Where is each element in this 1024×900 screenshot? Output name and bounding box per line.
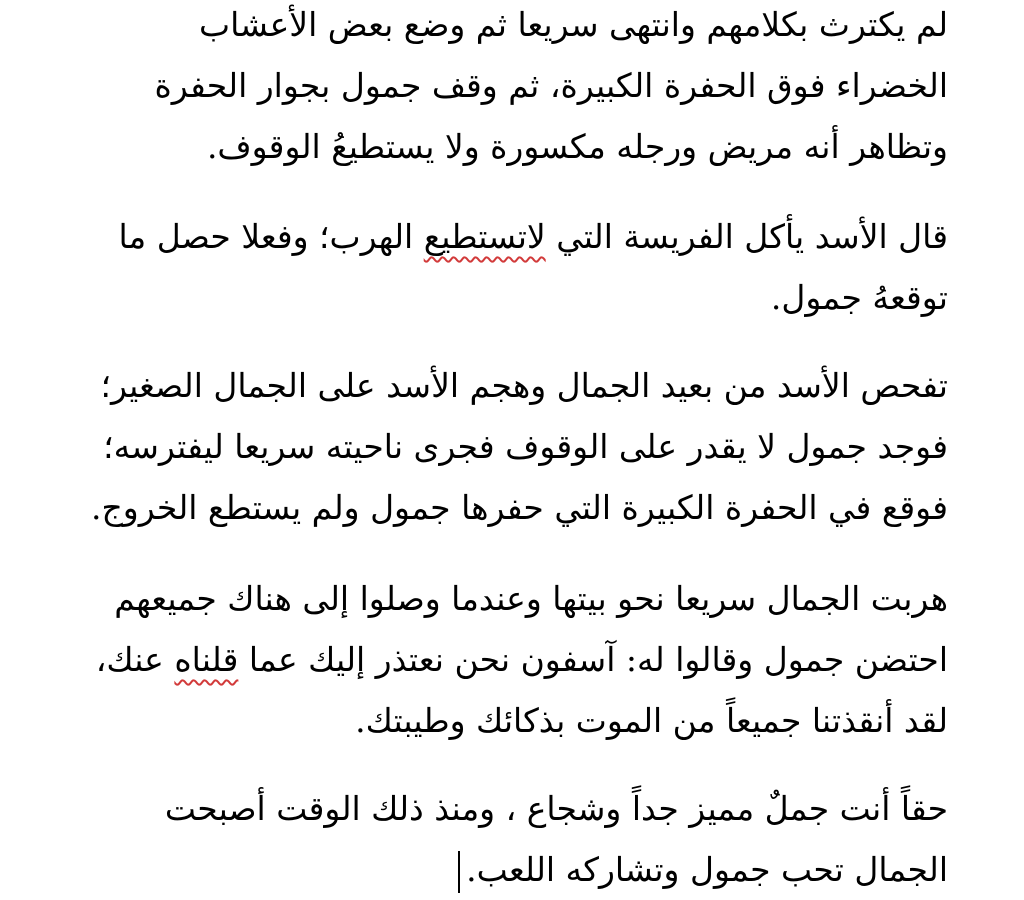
paragraph-2-line-1-text-before: قال الأسد يأكل الفريسة التي	[545, 217, 948, 256]
paragraph-3	[48, 355, 948, 538]
spellcheck-flagged-word[interactable]: قلناه	[174, 640, 239, 679]
paragraph-2-line-2: توقعهُ جمول.	[770, 278, 948, 317]
spellcheck-flagged-word[interactable]: لاتستطيع	[423, 217, 546, 256]
paragraph-2	[48, 206, 948, 328]
paragraph-3-line-1: تفحص الأسد من بعيد الجمال وهجم الأسد على الجمال الصغير؛	[100, 366, 948, 405]
document-page[interactable]	[48, 0, 948, 891]
paragraph-5-line-2-text: الجمال تحب جمول وتشاركه اللعب.	[466, 850, 948, 889]
paragraph-2-line-1-text-after: الهرب؛ وفعلا حصل ما	[118, 217, 424, 256]
paragraph-5-line-1: حقاً أنت جملٌ مميز جداً وشجاع ، ومنذ ذلك الوقت أصبحت	[164, 789, 948, 828]
paragraph-3-line-3: فوقع في الحفرة الكبيرة التي حفرها جمول ولم يستطع الخروج.	[90, 488, 948, 527]
paragraph-1-line-3: وتظاهر أنه مريض ورجله مكسورة ولا يستطيعُ الوقوف.	[206, 127, 948, 166]
paragraph-4-line-2-text-before: احتضن جمول وقالوا له: آسفون نحن نعتذر إليك عما	[238, 640, 948, 679]
paragraph-4-line-1: هربت الجمال سريعا نحو بيتها وعندما وصلوا إلى هناك جميعهم	[114, 579, 948, 618]
paragraph-4-line-2-text-after: عنك،	[95, 640, 175, 679]
paragraph-3-line-2: فوجد جمول لا يقدر على الوقوف فجرى ناحيته سريعا ليفترسه؛	[103, 427, 948, 466]
paragraph-2-line-1	[48, 206, 948, 267]
paragraph-1-line-1: لم يكترث بكلامهم وانتهى سريعا ثم وضع بعض الأعشاب	[199, 5, 948, 44]
paragraph-5	[48, 778, 948, 900]
paragraph-4-line-3: لقد أنقذتنا جميعاً من الموت بذكائك وطيبتك.	[355, 701, 948, 740]
paragraph-1-line-2: الخضراء فوق الحفرة الكبيرة، ثم وقف جمول بجوار الحفرة	[154, 66, 948, 105]
paragraph-4	[48, 568, 948, 751]
text-cursor	[458, 851, 460, 893]
paragraph-1	[48, 0, 948, 177]
paragraph-4-line-2	[48, 629, 948, 690]
